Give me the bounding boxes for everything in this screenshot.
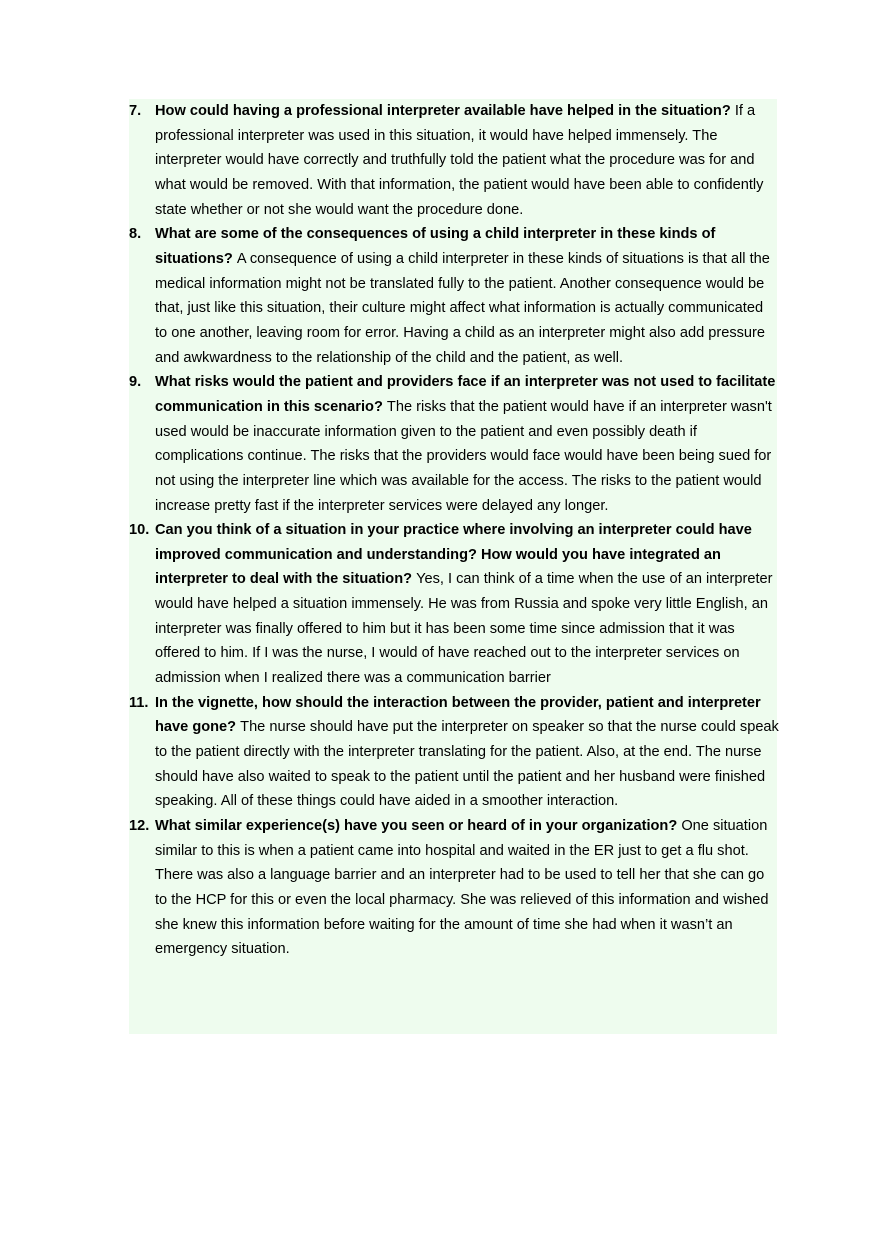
question-number: 11.	[129, 694, 149, 711]
answer-text: A consequence of using a child interpreter in these kinds of situations is that all the medical information might not be translated fully to the patient. Another consequence would be that, just like this situation, their culture might affect what information is actually communicated to one another, leaving room for error. Having a child as an interpreter might also add pressure and awkwardness to the relationship of the child and the patient, as well.	[155, 250, 770, 366]
question-item-9	[129, 370, 779, 518]
question-item-8	[129, 222, 779, 370]
question-item-7	[129, 99, 779, 222]
question-number: 7.	[129, 103, 142, 119]
answer-text: The risks that the patient would have if an interpreter wasn't used would be inaccurate information given to the patient and even possibly death if complications continue. The risks that the providers would face would have been being sued for not using the interpreter line which was available for the access. The risks to the patient would increase pretty fast if the interpreter services were delayed any longer.	[155, 398, 772, 514]
question-item-10	[129, 518, 779, 691]
question-item-11	[129, 691, 779, 814]
answer-text: Yes, I can think of a time when the use of an interpreter would have helped a situation immensely. He was from Russia and spoke very little English, an interpreter was finally offered to him but it has been some time since admission that it was offered to him. If I was the nurse, I would of have reached out to the interpreter services on admission when I realized there was a communication barrier	[155, 571, 773, 687]
question-text: What similar experience(s) have you seen or heard of in your organization?	[155, 818, 682, 835]
answer-text: One situation similar to this is when a patient came into hospital and waited in the ER just to get a flu shot. There was also a language barrier and an interpreter had to be used to tell her that she can go to the HCP for this or even the local pharmacy. She was relieved of this information and wished she knew this information before waiting for the amount of time she had when it wasn’t an emergency situation.	[155, 818, 769, 958]
answer-text: If a professional interpreter was used in this situation, it would have helped immensely. The interpreter would have correctly and truthfully told the patient what the procedure was for and what would be removed. With that information, the patient would have been able to confidently state whether or not she would want the procedure done.	[155, 103, 764, 218]
question-text: In the vignette, how should the interaction between the provider, patient and interpreter have gone?	[155, 694, 761, 736]
answer-text: The nurse should have put the interpreter on speaker so that the nurse could speak to the patient directly with the interpreter translating for the patient. Also, at the end. The nurse should have also waited to speak to the patient until the patient and her husband were finished speaking. All of these things could have aided in a smoother interaction.	[155, 719, 779, 810]
question-number: 10.	[129, 522, 150, 539]
question-list	[129, 99, 779, 962]
question-text: How could having a professional interpreter available have helped in the situation?	[155, 103, 735, 119]
question-number: 12.	[129, 818, 150, 835]
question-number: 8.	[129, 226, 142, 243]
question-text: What are some of the consequences of using a child interpreter in these kinds of situations?	[155, 226, 716, 267]
question-text: Can you think of a situation in your practice where involving an interpreter could have improved communication and understanding? How would you have integrated an interpreter to deal with the situation?	[155, 522, 752, 588]
question-number: 9.	[129, 374, 142, 391]
question-item-12	[129, 814, 779, 962]
question-text: What risks would the patient and providers face if an interpreter was not used to facilitate communication in this scenario?	[155, 374, 776, 415]
